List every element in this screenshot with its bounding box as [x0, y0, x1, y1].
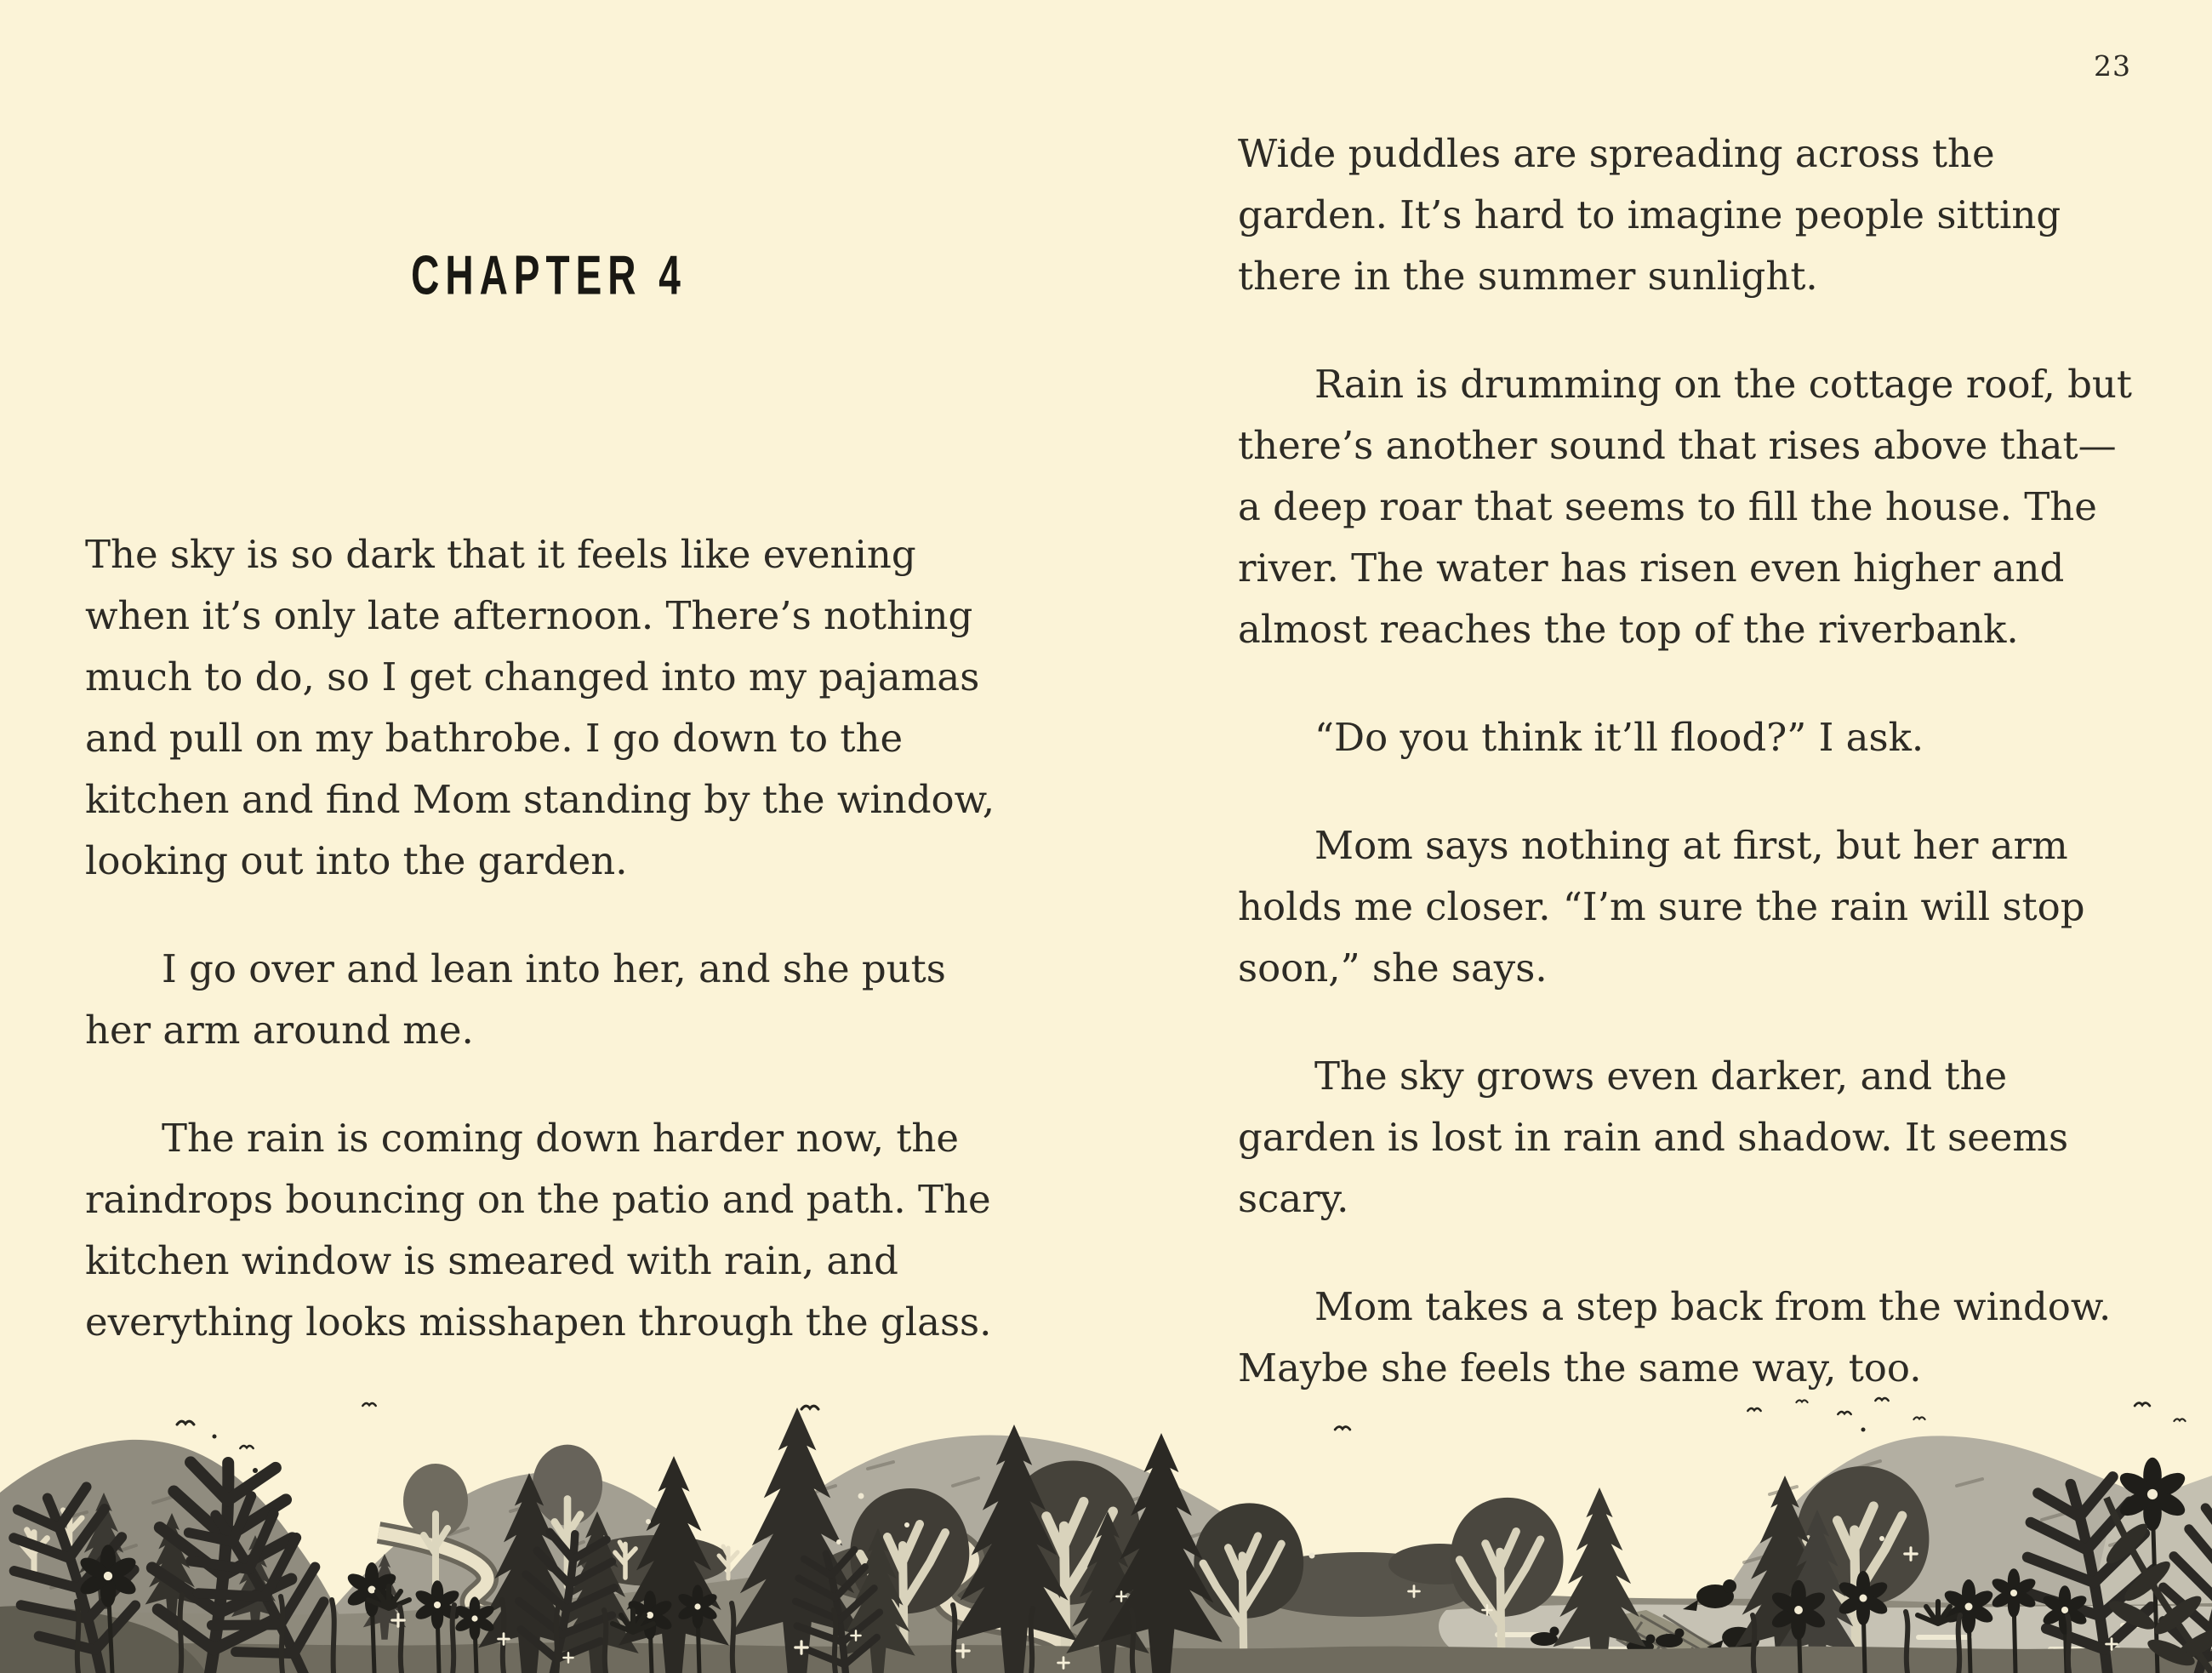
paragraph: “Do you think it’ll flood?” I ask.	[1314, 715, 1924, 760]
paragraph: Rain is drumming on the cottage roof, but there’s another sound that rises above that—a deep roar that seems to fill the house. The river. The water has risen even higher and almost reaches the top of the riverbank.	[1238, 362, 2132, 652]
paragraph: I go over and lean into her, and she puts her arm around me.	[85, 946, 946, 1053]
right-page-text	[1238, 123, 2133, 1446]
page-number: 23	[2094, 49, 2131, 83]
paragraph: The rain is coming down harder now, the raindrops bouncing on the patio and path. The kitchen window is smeared with rain, and everything looks misshapen through the glass.	[85, 1116, 992, 1345]
paragraph: The sky is so dark that it feels like evening when it’s only late afternoon. There’s nothing much to do, so I get changed into my pajamas and pull on my bathrobe. I go down to the kitchen and find Mom standing by the window, looking out into the garden.	[85, 532, 995, 883]
paragraph: Wide puddles are spreading across the garden. It’s hard to imagine people sitting there in the summer sunlight.	[1238, 131, 2061, 299]
landscape-illustration	[0, 1392, 2212, 1673]
paragraph: Mom takes a step back from the window. Maybe she feels the same way, too.	[1238, 1284, 2112, 1390]
chapter-heading: CHAPTER 4	[411, 243, 687, 306]
paragraph: Mom says nothing at first, but her arm holds me closer. “I’m sure the rain will stop soon,” she says.	[1238, 823, 2085, 991]
left-page-text	[85, 524, 1014, 1400]
paragraph: The sky grows even darker, and the garden is lost in rain and shadow. It seems scary.	[1238, 1053, 2069, 1221]
